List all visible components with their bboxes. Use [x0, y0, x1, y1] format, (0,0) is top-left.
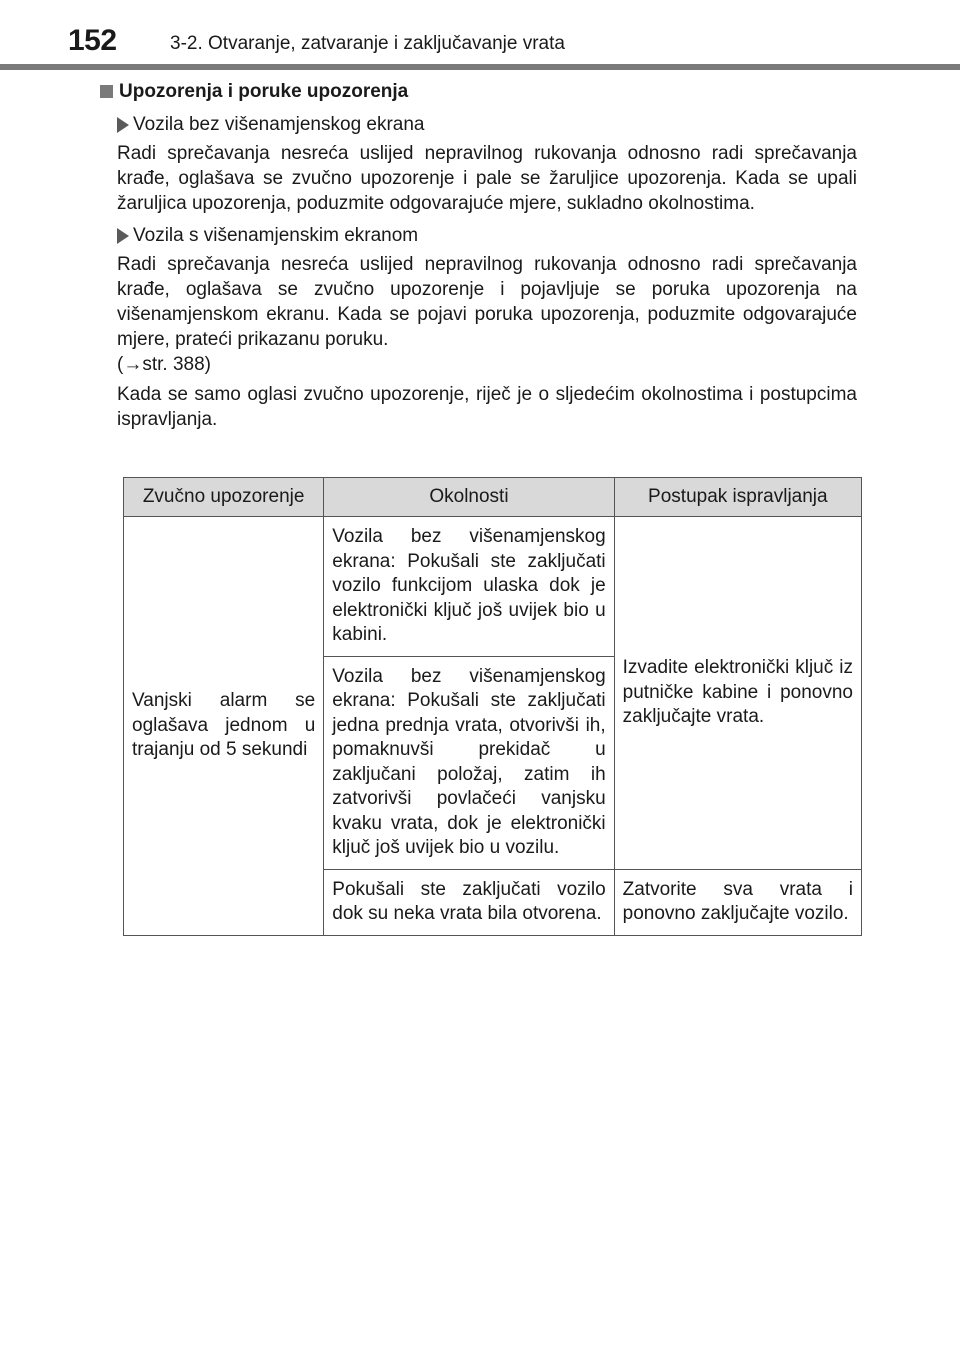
- section-heading: [100, 78, 857, 105]
- circumstance-cell: Pokušali ste zaključati vozilo dok su neka vrata bila otvorena.: [324, 869, 614, 935]
- warning-table: [123, 477, 862, 936]
- alarm-cell: Vanjski alarm se oglašava jednom u trajanju od 5 sekundi: [124, 517, 324, 936]
- main-content: [100, 78, 857, 439]
- header-divider: [0, 64, 960, 70]
- subheading-with-display: [117, 222, 857, 249]
- circumstance-cell: Vozila bez višenamjenskog ekrana: Pokušali ste zaključati jedna prednja vrata, otvorivši ih, pomaknuvši prekidač u zaključani položaj, zatim ih zatvorivši povlačeći vanjsku kvaku vrata, dok je elektronički ključ još uvijek bio u vozilu.: [324, 656, 614, 869]
- subheading-no-display: [117, 111, 857, 138]
- page-number: 152: [68, 24, 117, 57]
- subheading-text: Vozila s višenamjenskim ekranom: [133, 225, 419, 247]
- circumstance-cell: Vozila bez višenamjenskog ekrana: Pokušali ste zaključati vozilo funkcijom ulaska dok je elektronički ključ još uvijek bio u kabini.: [324, 517, 614, 657]
- column-header: Zvučno upozorenje: [124, 478, 324, 517]
- triangle-bullet-icon: [117, 228, 129, 244]
- table-row: [124, 517, 862, 657]
- remedy-cell: Izvadite elektronički ključ iz putničke kabine i ponovno zaključajte vrata.: [614, 517, 861, 870]
- column-header: Okolnosti: [324, 478, 614, 517]
- table-header-row: [124, 478, 862, 517]
- page-reference: (→str. 388): [117, 353, 211, 375]
- triangle-bullet-icon: [117, 117, 129, 133]
- subheading-text: Vozila bez višenamjenskog ekrana: [133, 114, 425, 135]
- paragraph: Radi sprečavanja nesreća uslijed nepravilnog rukovanja odnosno radi sprečavanja krađe, oglašava se zvučno upozorenje i pale se žaruljice upozorenja. Kada se upali žaruljica upozorenja, poduzmite odgovarajuće mjere, sukladno okolnostima.: [117, 143, 857, 214]
- square-bullet-icon: [100, 85, 113, 98]
- chapter-title: 3-2. Otvaranje, zatvaranje i zaključavanje vrata: [170, 33, 565, 54]
- paragraph: Kada se samo oglasi zvučno upozorenje, riječ je o sljedećim okolnostima i postupcima ispravljanja.: [117, 384, 857, 431]
- section-heading-text: Upozorenja i poruke upozorenja: [119, 81, 409, 102]
- paragraph: Radi sprečavanja nesreća uslijed nepravilnog rukovanja odnosno radi sprečavanja krađe, oglašava se zvučno upozorenje i pojavljuje se poruka upozorenja na višenamjenskom ekranu. Kada se pojavi poruka upozorenja, poduzmite odgovarajuće mjere, prateći prikazanu poruku.: [117, 254, 857, 350]
- column-header: Postupak ispravljanja: [614, 478, 861, 517]
- remedy-cell: Zatvorite sva vrata i ponovno zaključajte vozilo.: [614, 869, 861, 935]
